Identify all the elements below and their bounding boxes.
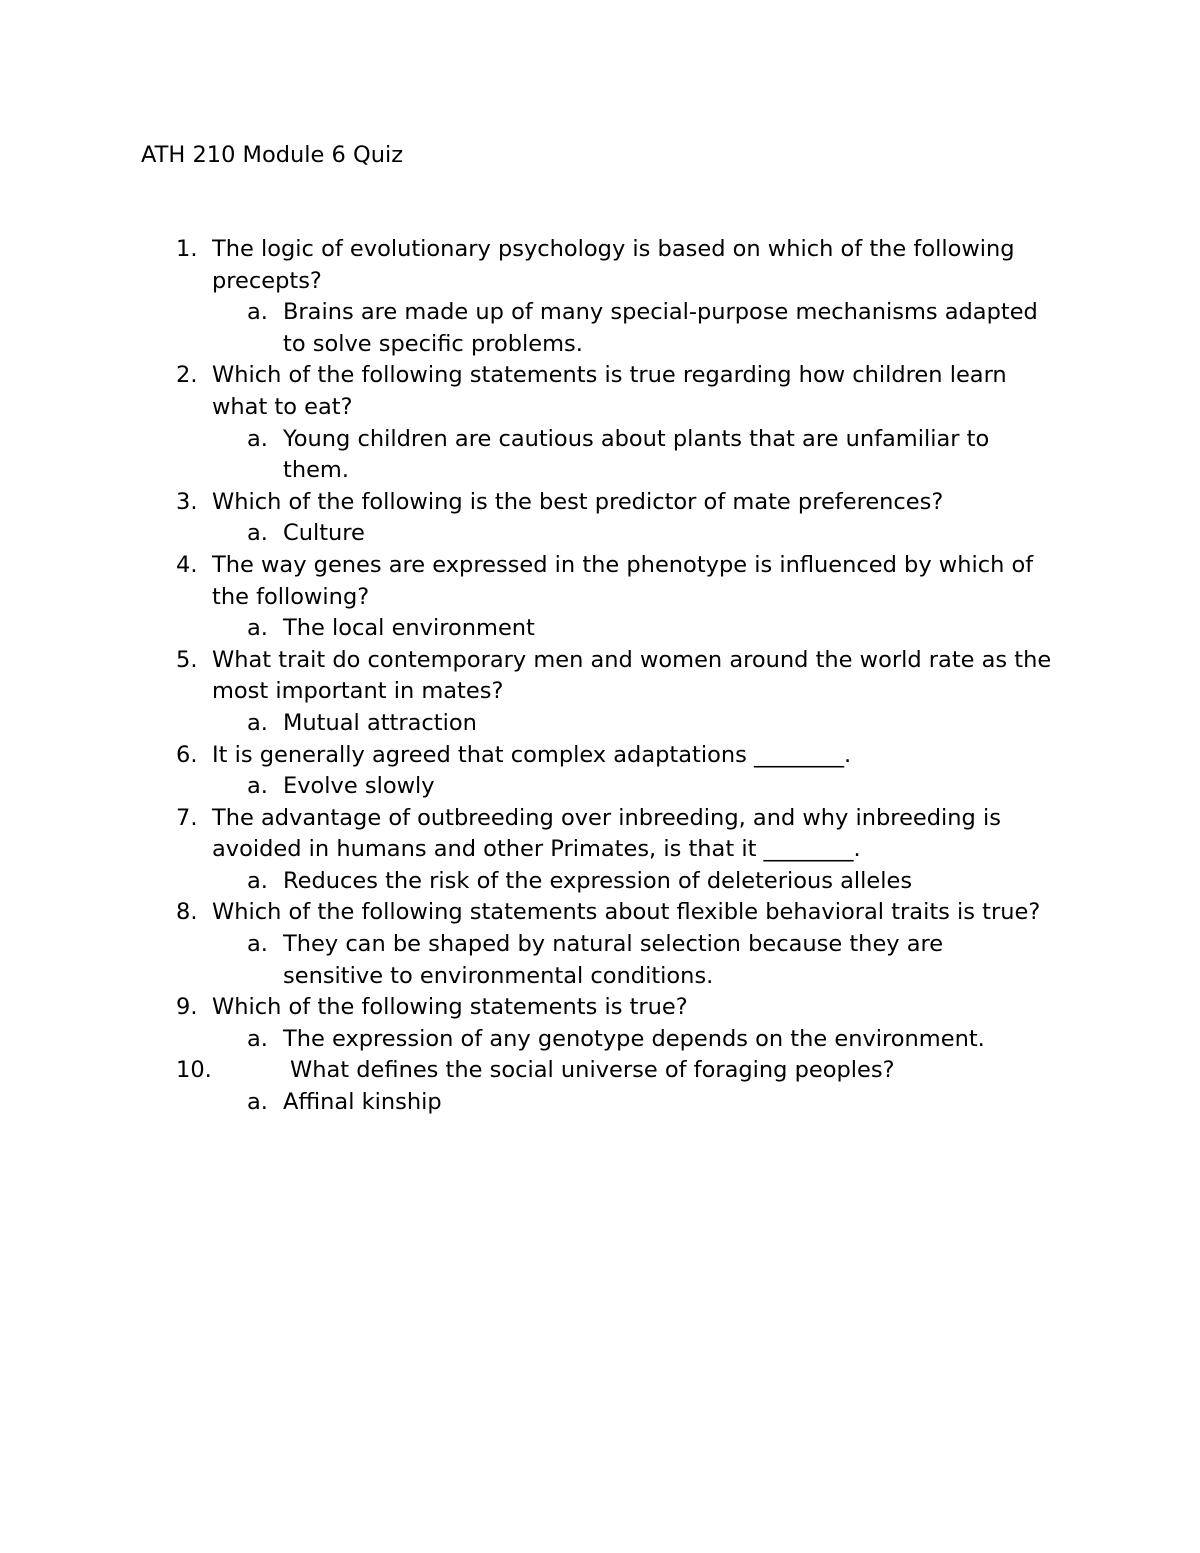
question-9 — [0, 992, 1062, 1024]
answer-text: They can be shaped by natural selection because they are sensitive to environmental conditions. — [283, 931, 944, 989]
question-number: 1. — [176, 236, 198, 262]
question-text: Which of the following statements is true? — [212, 994, 688, 1021]
question-number: 9. — [176, 994, 198, 1021]
question-text: It is generally agreed that complex adaptations ________. — [212, 741, 852, 768]
question-number: 5. — [176, 646, 198, 673]
answer-letter: a. — [247, 615, 268, 642]
question-6 — [0, 740, 1062, 772]
answer-5 — [0, 708, 1043, 740]
question-number: 2. — [176, 362, 198, 389]
question-2 — [0, 360, 1062, 423]
question-number: 3. — [176, 488, 198, 515]
answer-10 — [0, 1087, 1043, 1119]
answer-4 — [0, 613, 1043, 645]
document-title: ATH 210 Module 6 Quiz — [141, 142, 404, 168]
question-text: The logic of evolutionary psychology is based on which of the following precepts? — [212, 236, 1015, 294]
question-text: Which of the following statements about flexible behavioral traits is true? — [212, 899, 1041, 926]
answer-text: Reduces the risk of the expression of deleterious alleles — [283, 867, 913, 894]
question-number: 10. — [176, 1057, 212, 1084]
question-5 — [0, 645, 1062, 708]
question-10 — [0, 1055, 1070, 1087]
question-text: What trait do contemporary men and women around the world rate as the most important in mates? — [212, 646, 1052, 705]
answer-text: The local environment — [283, 615, 535, 642]
answer-letter: a. — [247, 931, 268, 958]
answer-letter: a. — [247, 773, 268, 800]
question-8 — [0, 897, 1062, 929]
question-number: 8. — [176, 899, 198, 926]
answer-letter: a. — [247, 1089, 268, 1116]
answer-letter: a. — [247, 1025, 268, 1052]
answer-text: Culture — [283, 520, 365, 547]
answer-text: The expression of any genotype depends on the environment. — [283, 1025, 985, 1052]
answer-text: Mutual attraction — [283, 709, 477, 736]
answer-text: Evolve slowly — [283, 773, 435, 800]
question-3 — [0, 487, 1062, 519]
question-1 — [0, 234, 1062, 297]
question-list — [0, 234, 1200, 1119]
answer-text: Young children are cautious about plants that are unfamiliar to them. — [283, 425, 990, 484]
answer-9 — [0, 1024, 1043, 1056]
answer-7 — [0, 866, 1043, 898]
answer-text: Affinal kinship — [283, 1089, 442, 1116]
answer-letter: a. — [247, 299, 268, 326]
answer-letter: a. — [247, 867, 268, 894]
answer-2 — [0, 424, 1043, 487]
answer-6 — [0, 771, 1043, 803]
answer-3 — [0, 518, 1043, 550]
question-text: Which of the following is the best predictor of mate preferences? — [212, 488, 944, 515]
answer-8 — [0, 929, 1043, 992]
answer-1 — [0, 297, 1043, 360]
question-4 — [0, 550, 1062, 613]
question-text: Which of the following statements is true regarding how children learn what to eat? — [212, 362, 1007, 420]
question-text: The way genes are expressed in the phenotype is influenced by which of the following? — [212, 551, 1034, 610]
question-number: 7. — [176, 804, 198, 831]
question-7 — [0, 803, 1062, 866]
question-text: The advantage of outbreeding over inbreeding, and why inbreeding is avoided in humans and other Primates, is that it ________. — [212, 804, 1001, 863]
answer-letter: a. — [247, 520, 268, 547]
answer-text: Brains are made up of many special-purpose mechanisms adapted to solve specific problems. — [283, 299, 1038, 357]
answer-letter: a. — [247, 425, 268, 452]
question-number: 4. — [176, 551, 198, 578]
question-number: 6. — [176, 741, 198, 768]
question-text: What defines the social universe of foraging peoples? — [290, 1057, 895, 1084]
answer-letter: a. — [247, 709, 268, 736]
